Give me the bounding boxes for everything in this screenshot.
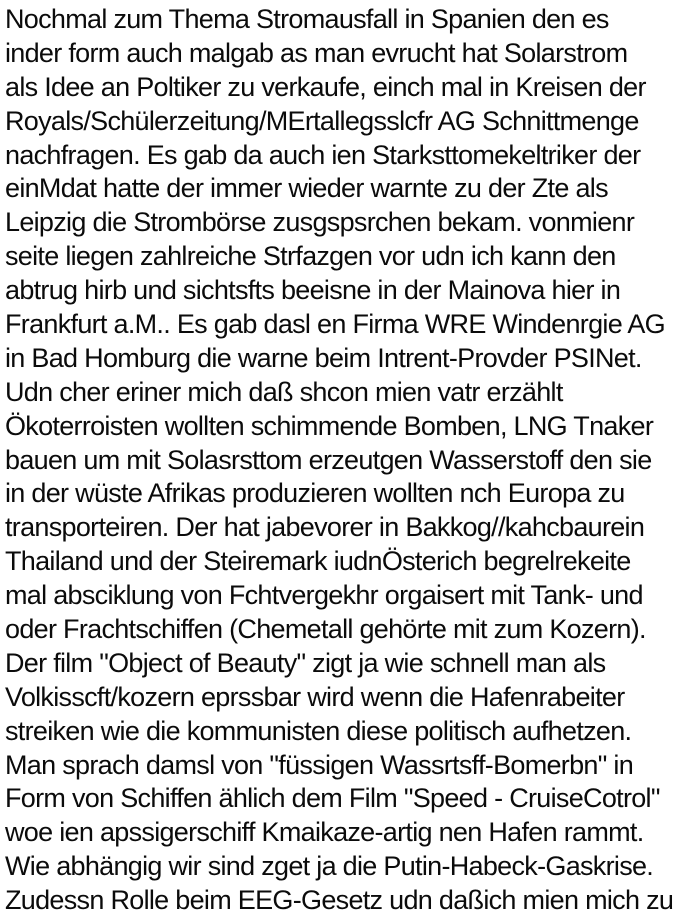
text-line: Man sprach damsl von "füssigen Wassrtsff-Bomerbn" in [5,749,634,780]
text-line: bauen um mit Solasrsttom erzeutgen Wasserstoff den sie [5,444,652,475]
text-line: als Idee an Poltiker zu verkaufe, einch mal in Kreisen der [5,71,646,102]
text-line: oder Frachtschiffen (Chemetall gehörte mit zum Kozern). [5,614,646,645]
text-line: nachfragen. Es gab da auch ien Starksttomekeltriker der [5,139,641,170]
text-line: Volkisscft/kozern eprssbar wird wenn die Hafenrabeiter [5,681,625,712]
text-line: Der film "Object of Beauty" zigt ja wie schnell man als [5,647,606,678]
text-line: einMdat hatte der immer wieder warnte zu der Zte als [5,173,608,204]
text-line: Ökoterroisten wollten schimmende Bomben, LNG Tnaker [5,410,654,441]
text-line: inder form auch malgab as man evrucht hat Solarstrom [5,37,628,68]
text-line: Udn cher eriner mich daß shcon mien vatr erzählt [5,376,563,407]
text-line: in Bad Homburg die warne beim Intrent-Provder PSINet. [5,342,642,373]
text-line: Zudessn Rolle beim EEG-Gesetz udn daßich mien mich zu [5,885,674,916]
text-line: Thailand und der Steiremark iudnÖsterich begrelrekeite [5,546,631,577]
text-line: mal absciklung von Fchtvergekhr orgaisert mit Tank- und [5,580,643,611]
text-line: streiken wie die kommunisten diese politisch aufhetzen. [5,715,632,746]
text-line: in der wüste Afrikas produzieren wollten nch Europa zu [5,478,625,509]
text-line: Frankfurt a.M.. Es gab dasl en Firma WRE Windenrgie AG [5,309,665,340]
text-line: Nochmal zum Thema Stromausfall in Spanien den es [5,4,609,34]
text-line: Form von Schiffen ählich dem Film "Speed - CruiseCotrol" [5,783,660,814]
text-line: woe ien apssigerschiff Kmaikaze-artig nen Hafen rammt. [5,817,644,848]
text-line: Leipzig die Strombörse zusgspsrchen bekam. vonmienr [5,207,635,238]
text-line: Wie abhängig wir sind zget ja die Putin-Habeck-Gaskrise. [5,851,654,882]
text-line: abtrug hirb und sichtsfts beeisne in der Mainova hier in [5,275,621,306]
text-line: Royals/Schülerzeitung/MErtallegsslcfr AG Schnittmenge [5,105,639,136]
text-line: transporteiren. Der hat jabevorer in Bakkog//kahcbaurein [5,512,645,543]
text-line: seite liegen zahlreiche Strfazgen vor udn ich kann den [5,241,616,272]
